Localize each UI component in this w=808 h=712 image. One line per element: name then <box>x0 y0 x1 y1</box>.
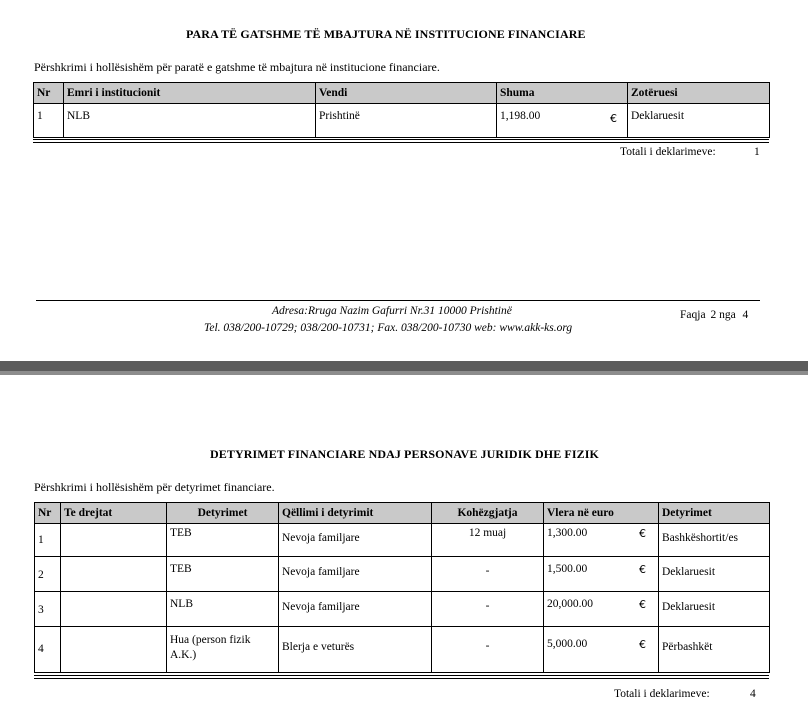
footer-rule <box>36 300 760 301</box>
cell-nr: 1 <box>35 524 61 557</box>
table-row <box>35 627 770 673</box>
page1-total-label: Totali i deklarimeve: <box>620 146 716 158</box>
cell-detyrimet-2: Deklaruesit <box>659 557 770 592</box>
euro-icon: € <box>639 598 646 611</box>
euro-icon: € <box>639 563 646 576</box>
cell-te-drejtat <box>61 592 167 627</box>
cell-vlera <box>544 592 659 627</box>
header-qellimi: Qëllimi i detyrimit <box>279 503 432 524</box>
liabilities-table-header <box>35 503 770 524</box>
liabilities-table <box>34 502 770 673</box>
cell-nr: 2 <box>35 557 61 592</box>
cell-detyrimet-2: Deklaruesit <box>659 592 770 627</box>
header-vendi: Vendi <box>316 83 497 104</box>
table-bottom-rule <box>33 139 769 143</box>
page-of: nga <box>719 309 736 321</box>
cell-vlera <box>544 627 659 673</box>
cell-te-drejtat <box>61 524 167 557</box>
cell-institucioni: NLB <box>64 104 316 138</box>
cell-vlera <box>544 557 659 592</box>
page2-total-value: 4 <box>750 688 756 700</box>
cell-qellimi: Nevoja familjare <box>279 524 432 557</box>
header-shuma: Shuma <box>497 83 628 104</box>
euro-icon: € <box>639 638 646 651</box>
cell-vlera <box>544 524 659 557</box>
header-detyrimet: Detyrimet <box>167 503 279 524</box>
cell-detyrimet-2: Bashkëshortit/es <box>659 524 770 557</box>
table-row <box>34 104 770 138</box>
cell-qellimi: Nevoja familjare <box>279 557 432 592</box>
vlera-value: 20,000.00 <box>547 598 593 610</box>
page2-description: Përshkrimi i hollësishëm për detyrimet financiare. <box>34 480 275 494</box>
euro-icon: € <box>639 527 646 540</box>
table-bottom-rule <box>34 675 769 679</box>
cash-table <box>33 82 770 138</box>
header-te-drejtat: Te drejtat <box>61 503 167 524</box>
page1-description: Përshkrimi i hollësishëm për paratë e gatshme të mbajtura në institucione financiare. <box>34 60 440 74</box>
cell-qellimi: Blerja e veturës <box>279 627 432 673</box>
footer-contact: Tel. 038/200-10729; 038/200-10731; Fax. 038/200-10730 web: www.akk-ks.org <box>204 322 573 334</box>
cell-detyrimet: TEB <box>167 524 279 557</box>
footer-address: Adresa:Rruga Nazim Gafurri Nr.31 10000 Prishtinë <box>272 305 512 317</box>
cell-kohezgjatja: - <box>432 627 544 673</box>
vlera-value: 5,000.00 <box>547 638 588 650</box>
cell-detyrimet-2: Përbashkët <box>659 627 770 673</box>
vlera-value: 1,300.00 <box>547 527 588 539</box>
cell-detyrimet: Hua (person fizik A.K.) <box>167 627 279 673</box>
cell-nr: 3 <box>35 592 61 627</box>
vlera-value: 1,500.00 <box>547 563 588 575</box>
cell-te-drejtat <box>61 557 167 592</box>
header-zoteruesi: Zotëruesi <box>628 83 770 104</box>
page1-title: PARA TË GATSHME TË MBAJTURA NË INSTITUCIONE FINANCIARE <box>186 27 586 41</box>
cell-kohezgjatja: 12 muaj <box>432 524 544 557</box>
page1-total-value: 1 <box>754 146 760 158</box>
header-vlera: Vlera në euro <box>544 503 659 524</box>
table-row <box>35 592 770 627</box>
page-label: Faqja <box>680 309 706 321</box>
cell-detyrimet: TEB <box>167 557 279 592</box>
page2-title: DETYRIMET FINANCIARE NDAJ PERSONAVE JURIDIK DHE FIZIK <box>210 447 599 461</box>
cell-nr: 1 <box>34 104 64 138</box>
shuma-value: 1,198.00 <box>500 110 541 122</box>
cell-detyrimet: NLB <box>167 592 279 627</box>
header-kohezgjatja: Kohëzgjatja <box>432 503 544 524</box>
header-institucioni: Emri i institucionit <box>64 83 316 104</box>
cell-qellimi: Nevoja familjare <box>279 592 432 627</box>
cell-kohezgjatja: - <box>432 592 544 627</box>
euro-icon: € <box>610 112 617 125</box>
page2-total-label: Totali i deklarimeve: <box>614 688 710 700</box>
cash-table-header <box>34 83 770 104</box>
page-current: 2 <box>710 309 717 321</box>
table-row <box>35 524 770 557</box>
table-row <box>35 557 770 592</box>
cell-vendi: Prishtinë <box>316 104 497 138</box>
page-separator-shade <box>0 371 808 375</box>
cell-nr: 4 <box>35 627 61 673</box>
cell-kohezgjatja: - <box>432 557 544 592</box>
cell-shuma <box>497 104 628 138</box>
header-nr: Nr <box>35 503 61 524</box>
header-detyrimet-2: Detyrimet <box>659 503 770 524</box>
header-nr: Nr <box>34 83 64 104</box>
page-total: 4 <box>742 309 749 321</box>
cell-te-drejtat <box>61 627 167 673</box>
cell-zoteruesi: Deklaruesit <box>628 104 770 138</box>
page-number <box>680 309 748 321</box>
